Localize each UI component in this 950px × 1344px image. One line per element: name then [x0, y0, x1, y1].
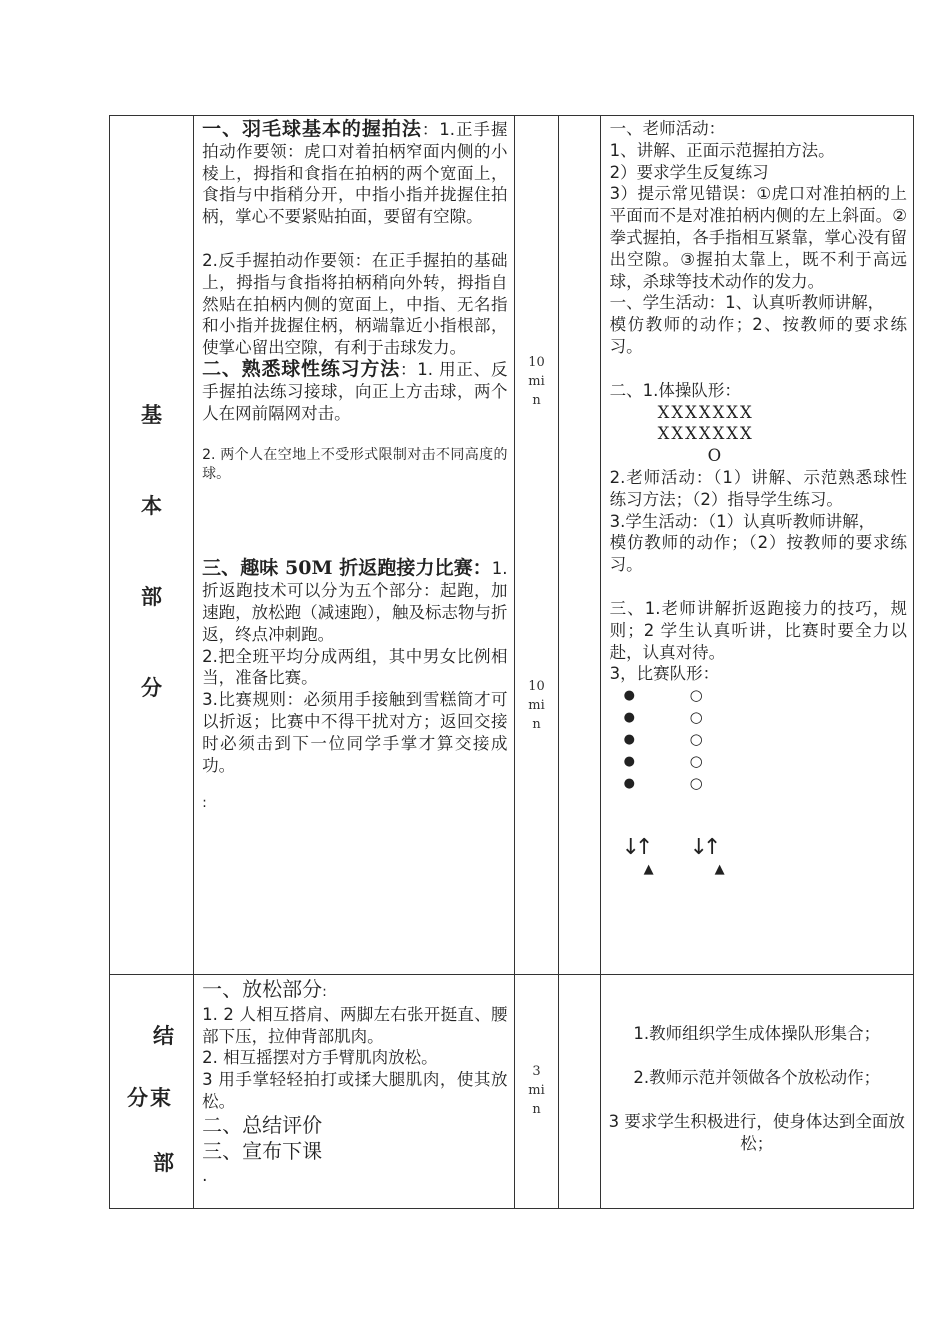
ring-icon: ○: [689, 730, 703, 749]
time-cell: [515, 116, 558, 975]
formation-heading: 二、1.体操队形：: [609, 380, 741, 400]
ending-part-row: [110, 975, 914, 1209]
blank-cell: [558, 116, 600, 975]
teacher-activity-heading: 一、老师活动：: [609, 119, 726, 138]
student-activity-cont: 模仿教师的动作；2、按教师的要求练习。: [609, 315, 907, 356]
summary-heading: 二、总结评价: [202, 1112, 323, 1137]
ring-icon: ○: [689, 752, 703, 771]
dot-icon: ●: [623, 732, 635, 748]
section-label-cell: [110, 975, 194, 1209]
relax-step: 1. 2 人相互搭肩、两脚左右张开挺直、腰部下压，拉伸背部肌肉。: [202, 1004, 508, 1046]
relay-race-paragraph: 三、趣味 50M 折返跑接力比赛：1.折返跑技术可以分为五个部分：起跑，加速跑，放松跑（减速跑），触及标志物与折返，终点冲刺跑。: [202, 557, 508, 644]
time-label-1: 10 mi n: [528, 355, 545, 408]
grip-method-paragraph: 一、羽毛球基本的握拍法：1.正手握拍动作要领：虎口对着拍柄窄面内侧的小棱上，拇指和食指在拍柄的两个宽面上，食指与中指稍分开，中指小指并拢握住拍柄，掌心不要紧贴拍面，要留有空隙。: [202, 118, 508, 227]
student-activity: 一、学生活动：1、认真听教师讲解，: [609, 293, 885, 313]
period-mark: .: [202, 1165, 208, 1185]
race-formation-heading: 3，比赛队形：: [609, 664, 720, 684]
blank-cell: [558, 975, 600, 1209]
up-down-arrow-icon: ↓↑: [689, 835, 717, 861]
ending-activity: 1.教师组织学生成体操队形集合；: [633, 1024, 881, 1043]
group-paragraph: 2.把全班平均分成两组，其中男女比例相当，准备比赛。: [202, 646, 508, 688]
dot-icon: ●: [623, 754, 635, 770]
section-label-basic: 基 本 部 分: [141, 402, 163, 700]
practice-paragraph: 2. 两个人在空地上不受形式限制对击不同高度的球。: [202, 447, 508, 483]
section-label-ending: 结 分束 部: [127, 1023, 174, 1175]
relax-step: 3 用手掌轻轻拍打或揉大腿肌肉，使其放松。: [202, 1070, 508, 1111]
student-activity-2-cont: 模仿教师的动作；（2）按教师的要求练习。: [609, 533, 907, 575]
relax-step: 2. 相互摇摆对方手臂肌肉放松。: [202, 1048, 438, 1068]
content-cell: [194, 975, 515, 1209]
formation-diagram: [610, 402, 907, 467]
ring-icon: ○: [689, 774, 703, 793]
basic-part-row: [110, 116, 914, 975]
ring-icon: ○: [689, 686, 703, 705]
lesson-plan-table: [109, 115, 914, 1209]
ring-icon: ○: [689, 708, 703, 727]
race-formation: [610, 685, 907, 877]
activity-line: 1、讲解、正面示范握拍方法。: [609, 140, 835, 160]
activities-cell: [600, 975, 913, 1209]
relax-heading: 一、放松部分:: [202, 977, 327, 1001]
time-label-3: 3 mi n: [528, 1064, 545, 1117]
time-cell: [515, 975, 558, 1209]
activities-cell: [600, 116, 913, 975]
relay-activity: 三、1.老师讲解折返跑接力的技巧，规则；2 学生认真听讲，比赛时要全力以赴，认真对待。: [609, 598, 907, 662]
dismiss-heading: 三、宣布下课: [202, 1138, 323, 1163]
content-cell: [194, 116, 515, 975]
backhand-grip-paragraph: 2.反手握拍动作要领：在正手握拍的基础上，拇指与食指将拍柄稍向外转，拇指自然贴在拍柄内侧的宽面上，中指、无名指和小指并拢握住柄，柄端靠近小指根部，使掌心留出空隙，有利于击球发力。: [202, 250, 508, 358]
activity-line: 2）要求学生反复练习: [609, 162, 769, 182]
rules-paragraph: 3.比赛规则：必须用手接触到雪糕筒才可以折返；比赛中不得干扰对方；返回交接时必须击到下一位同学手掌才算交接成功。: [202, 690, 508, 775]
triangle-icon: ▲: [643, 862, 654, 878]
formation-row: XXXXXXX: [657, 402, 754, 422]
dot-icon: ●: [623, 710, 635, 726]
student-activity-2: 3.学生活动：（1）认真听教师讲解，: [609, 511, 876, 531]
time-label-2: 10 mi n: [528, 679, 545, 732]
teacher-activity-2: 2.老师活动：（1）讲解、示范熟悉球性练习方法；（2）指导学生练习。: [609, 467, 907, 509]
dot-icon: ●: [623, 776, 635, 792]
section-label-cell: [110, 116, 194, 975]
ball-feel-paragraph: 二、熟悉球性练习方法：1. 用正、反手握拍法练习接球，向正上方击球，两个人在网前隔网对击。: [202, 357, 508, 423]
ending-activity: 3 要求学生积极进行，使身体达到全面放松；: [608, 1112, 905, 1153]
colon-mark: :: [202, 795, 207, 812]
common-errors: 3）提示常见错误：①虎口对准拍柄的上平面而不是对准拍柄内侧的左上斜面。②拳式握拍，各手指相互紧靠，掌心没有留出空隙。③握拍太靠上，既不利于高远球，杀球等技术动作的发力。: [609, 184, 907, 291]
dot-icon: ●: [623, 688, 635, 704]
up-down-arrow-icon: ↓↑: [621, 835, 649, 861]
formation-row: XXXXXXX: [657, 424, 754, 444]
triangle-icon: ▲: [714, 862, 725, 878]
ending-activity: 2.教师示范并领做各个放松动作；: [633, 1068, 881, 1087]
teacher-marker: O: [707, 446, 724, 466]
